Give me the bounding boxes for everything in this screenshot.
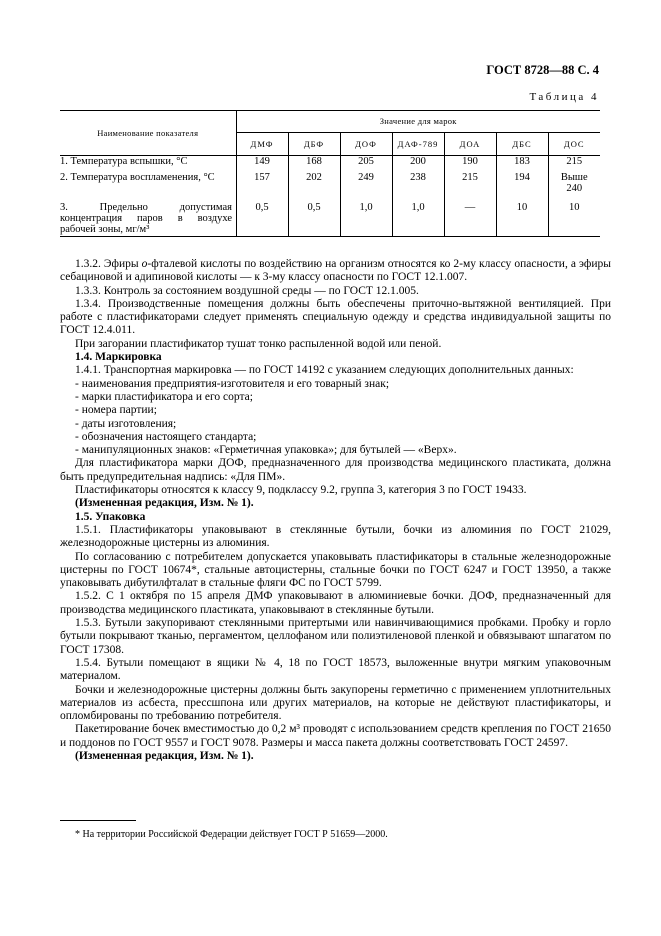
table-cell: 200 [392, 156, 444, 173]
list-item: - номера партии; [75, 404, 157, 417]
grade-header: ДБФ [288, 133, 340, 156]
paragraph-1-5-2: 1.5.2. С 1 октября по 15 апреля ДМФ упаковывают в алюминиевые бочки. ДОФ, предназначенный для производства медицинского пластиката, упаковывают в стеклянные бутыли. [60, 590, 611, 616]
table-cell: 168 [288, 156, 340, 173]
table-cell: 10 [548, 202, 600, 237]
footnote: * На территории Российской Федерации действует ГОСТ Р 51659—2000. [75, 829, 388, 840]
table-cell: 238 [392, 172, 444, 202]
table-row [60, 172, 600, 202]
revision-note: (Измененная редакция, Изм. № 1). [75, 749, 254, 762]
paragraph-agreement: По согласованию с потребителем допускается упаковывать пластификаторы в стальные железнодорожные цистерны по ГОСТ 10674*, стальные автоцистерны, стальные бочки по ГОСТ 6247 и ГОСТ 13950, а также упаковывать дибутилфталат в стальные фляги ФС по ГОСТ 5799. [60, 550, 611, 590]
paragraph-1-5-3: 1.5.3. Бутыли закупоривают стеклянными притертыми или навинчивающимися пробками. Пробку и горло бутыли покрывают тканью, пергаментом, целлофаном или полиэтиленовой пленкой и обвязывают шпагатом по ГОСТ 17308. [60, 617, 611, 656]
list-item: - манипуляционных знаков: «Герметичная упаковка»; для бутылей — «Верх». [75, 444, 457, 457]
body-text [60, 258, 611, 763]
table-cell: — [444, 202, 496, 237]
section-heading-marking: 1.4. Маркировка [75, 351, 162, 364]
paragraph-barrels: Бочки и железнодорожные цистерны должны быть закупорены герметично с применением уплотнительных материалов из асбеста, прессшпона или других материалов, на которые не действуют пластификаторы, и опломбированы по требованию потребителя. [60, 683, 611, 723]
paragraph-fire: При загорании пластификатор тушат тонко распыленной водой или пеной. [75, 337, 442, 350]
table-cell: 215 [548, 156, 600, 173]
grade-header: ДАФ-789 [392, 133, 444, 156]
table-cell: 202 [288, 172, 340, 202]
table-cell: 215 [444, 172, 496, 202]
table-cell: 190 [444, 156, 496, 173]
table-cell: 149 [236, 156, 288, 173]
table-row [60, 156, 600, 173]
list-item: - наименования предприятия-изготовителя и его товарный знак; [75, 377, 390, 390]
section-heading-packaging: 1.5. Упаковка [75, 510, 146, 523]
column-header-values: Значение для марок [236, 111, 600, 133]
table-cell: 1,0 [392, 202, 444, 237]
paragraph-dof-label: Для пластификатора марки ДОФ, предназначенного для производства медицинского пластиката, должна быть предупредительная надпись: «Для ПМ». [60, 457, 611, 483]
paragraph-1-3-3: 1.3.3. Контроль за состоянием воздушной среды — по ГОСТ 12.1.005. [75, 284, 419, 297]
paragraph-1-3-4: 1.3.4. Производственные помещения должны быть обеспечены приточно-вытяжной вентиляцией. При работе с пластификаторами следует применять специальную одежду и средства индивидуальной защиты по ГОСТ 12.4.011. [60, 297, 611, 337]
table-caption: Таблица 4 [529, 91, 599, 103]
list-item: - обозначения настоящего стандарта; [75, 430, 257, 443]
grade-header: ДОС [548, 133, 600, 156]
page-header: ГОСТ 8728—88 С. 4 [486, 63, 599, 77]
table-cell: 249 [340, 172, 392, 202]
grade-header: ДМФ [236, 133, 288, 156]
table-row [60, 202, 600, 237]
revision-note: (Измененная редакция, Изм. № 1). [75, 497, 254, 510]
grade-header: ДОФ [340, 133, 392, 156]
paragraph-1-5-1: 1.5.1. Пластификаторы упаковывают в стеклянные бутыли, бочки из алюминия по ГОСТ 21029, железнодорожные цистерны из алюминия. [60, 523, 611, 550]
table-cell: Выше 240 [548, 172, 600, 202]
table-cell: 205 [340, 156, 392, 173]
row-name: 1. Температура вспышки, °С [60, 156, 188, 167]
table-cell: 194 [496, 172, 548, 202]
paragraph-1-4-1: 1.4.1. Транспортная маркировка — по ГОСТ 14192 с указанием следующих дополнительных данных: [75, 364, 574, 377]
footnote-divider [60, 820, 136, 821]
paragraph-1-3-2: 1.3.2. Эфиры о-фталевой кислоты по воздействию на организм относятся ко 2-му классу опасности, а эфиры себациновой и адипиновой кислоты — к 3-му классу опасности по ГОСТ 12.1.007. [60, 258, 611, 284]
table-cell: 10 [496, 202, 548, 237]
list-item: - марки пластификатора и его сорта; [75, 390, 253, 403]
row-name: 3. Предельно допустимая концентрация паров в воздухе рабочей зоны, мг/м³ [60, 202, 232, 235]
paragraph-hazard-class: Пластификаторы относятся к классу 9, подклассу 9.2, группа 3, категория 3 по ГОСТ 19433. [75, 484, 527, 497]
list-item: - даты изготовления; [75, 417, 177, 430]
table-cell: 183 [496, 156, 548, 173]
grade-header: ДОА [444, 133, 496, 156]
table-cell: 0,5 [236, 202, 288, 237]
paragraph-1-5-4: 1.5.4. Бутыли помещают в ящики № 4, 18 по ГОСТ 18573, выложенные внутри мягким упаковочным материалом. [60, 656, 611, 683]
paragraph-palletizing: Пакетирование бочек вместимостью до 0,2 м³ проводят с использованием средств крепления по ГОСТ 21650 и поддонов по ГОСТ 9557 и ГОСТ 9078. Размеры и масса пакета должны соответствовать ГОСТ 24597. [60, 723, 611, 749]
column-header-name: Наименование показателя [60, 111, 236, 156]
properties-table [60, 110, 600, 237]
table-cell: 157 [236, 172, 288, 202]
table-cell: 1,0 [340, 202, 392, 237]
table-cell: 0,5 [288, 202, 340, 237]
row-name: 2. Температура воспламенения, °С [60, 172, 215, 183]
grade-header: ДБС [496, 133, 548, 156]
